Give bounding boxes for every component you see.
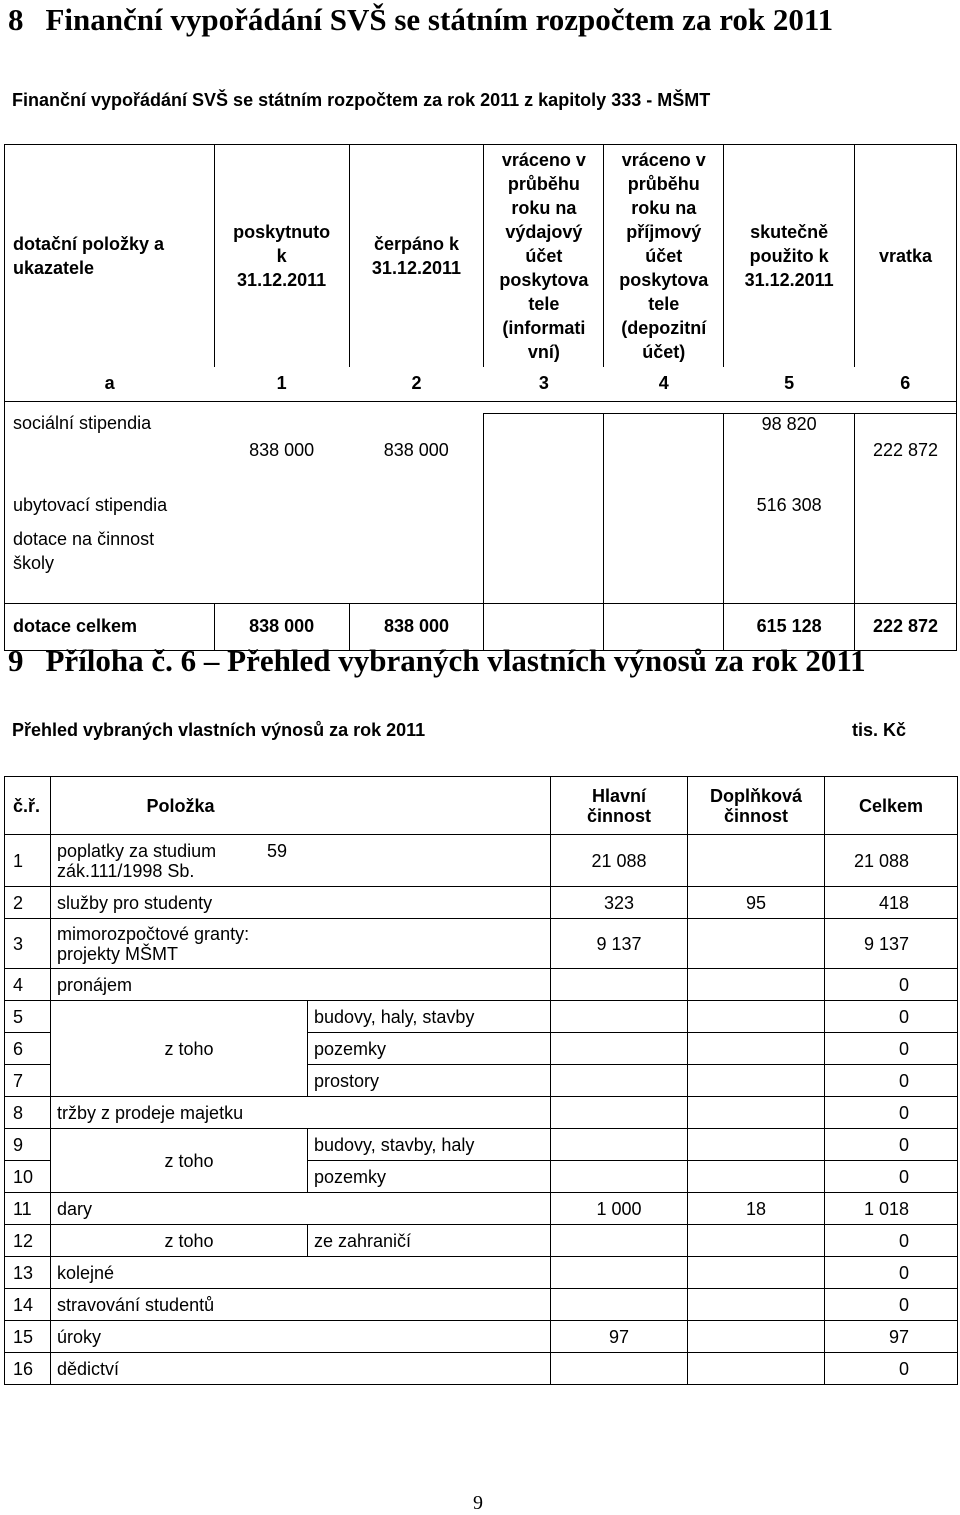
total-drawn: 838 000 [349, 603, 484, 650]
row-social [5, 413, 957, 465]
header-item: Položka [51, 777, 551, 835]
header-row [5, 145, 957, 367]
row-label: sociální stipendia [5, 413, 215, 465]
total-provided: 838 000 [214, 603, 349, 650]
row-label: dotace na činnost školy [5, 523, 215, 603]
code-5: 5 [724, 367, 855, 402]
header-row [5, 777, 958, 835]
section-8-subtitle: Finanční vypořádání SVŠ se státním rozpočtem za rok 2011 z kapitoly 333 - MŠMT [12, 90, 711, 110]
header-items: dotační položky a ukazatele [5, 145, 215, 367]
section-number: 9 [8, 643, 24, 678]
table-row: 12 z toho ze zahraničí 0 [5, 1225, 958, 1257]
header-main: Hlavní činnost [551, 777, 688, 835]
code-row [5, 367, 957, 402]
header-supplementary: Doplňková činnost [688, 777, 825, 835]
header-returned-expense: vráceno v průběhu roku na výdajový účet poskytova tele (informati vní) [484, 145, 604, 367]
row-accommodation [5, 487, 957, 523]
section-9-subtitle: Přehled vybraných vlastních výnosů za rok 2011 [12, 720, 426, 740]
code-6: 6 [855, 367, 957, 402]
header-used: skutečně použito k 31.12.2011 [724, 145, 855, 367]
drawn-value: 838 000 [349, 413, 484, 487]
header-total: Celkem [825, 777, 958, 835]
code-3: 3 [484, 367, 604, 402]
table-row: 10 pozemky 0 [5, 1161, 958, 1193]
table-row: 9 z toho budovy, stavby, haly 0 [5, 1129, 958, 1161]
table-row: 8 tržby z prodeje majetku 0 [5, 1097, 958, 1129]
code-1: 1 [214, 367, 349, 402]
section-9-heading [8, 643, 866, 679]
total-return: 222 872 [855, 603, 957, 650]
header-returned-income: vráceno v průběhu roku na příjmový účet poskytova tele (depozitní účet) [604, 145, 724, 367]
table-row: 6 pozemky 0 [5, 1033, 958, 1065]
page-number: 9 [473, 1492, 483, 1514]
revenue-table [4, 776, 958, 1385]
provided-value: 838 000 [249, 439, 315, 460]
code-4: 4 [604, 367, 724, 402]
table-row: 15 úroky 97 97 [5, 1321, 958, 1353]
section-number: 8 [8, 2, 24, 37]
code-a: a [5, 367, 215, 402]
table-row: 4 pronájem 0 [5, 969, 958, 1001]
row-label: ubytovací stipendia [5, 487, 484, 523]
table-row: 2 služby pro studenty 323 95 418 [5, 887, 958, 919]
table-row: 14 stravování studentů 0 [5, 1289, 958, 1321]
code-2: 2 [349, 367, 484, 402]
header-drawn: čerpáno k 31.12.2011 [349, 145, 484, 367]
table-row: 16 dědictví 0 [5, 1353, 958, 1385]
row-activity [5, 523, 957, 603]
settlement-table [4, 144, 957, 651]
total-used: 615 128 [724, 603, 855, 650]
section-title: Finanční vypořádání SVŠ se státním rozpočtem za rok 2011 [45, 2, 834, 37]
table-row: 1 poplatky za studium zák.111/1998 Sb. 59 21 088 21 088 [5, 835, 958, 887]
used-value: 516 308 [724, 487, 855, 523]
section-8-heading [8, 2, 833, 38]
table-row: 3 mimorozpočtové granty: projekty MŠMT 9 137 9 137 [5, 919, 958, 969]
total-label: dotace celkem [5, 603, 215, 650]
header-return: vratka [855, 145, 957, 367]
table-row: 11 dary 1 000 18 1 018 [5, 1193, 958, 1225]
table-row: 7 prostory 0 [5, 1065, 958, 1097]
section-title: Příloha č. 6 – Přehled vybraných vlastních výnosů za rok 2011 [45, 643, 866, 678]
return-value: 222 872 [855, 413, 957, 487]
unit-label: tis. Kč [852, 720, 907, 740]
used-value: 98 820 [724, 413, 855, 465]
header-no: č.ř. [5, 777, 51, 835]
footnote-ref: 59 [267, 841, 288, 861]
table-row: 13 kolejné 0 [5, 1257, 958, 1289]
header-provided: poskytnuto k 31.12.2011 [214, 145, 349, 367]
table-row: 5 z toho budovy, haly, stavby 0 [5, 1001, 958, 1033]
